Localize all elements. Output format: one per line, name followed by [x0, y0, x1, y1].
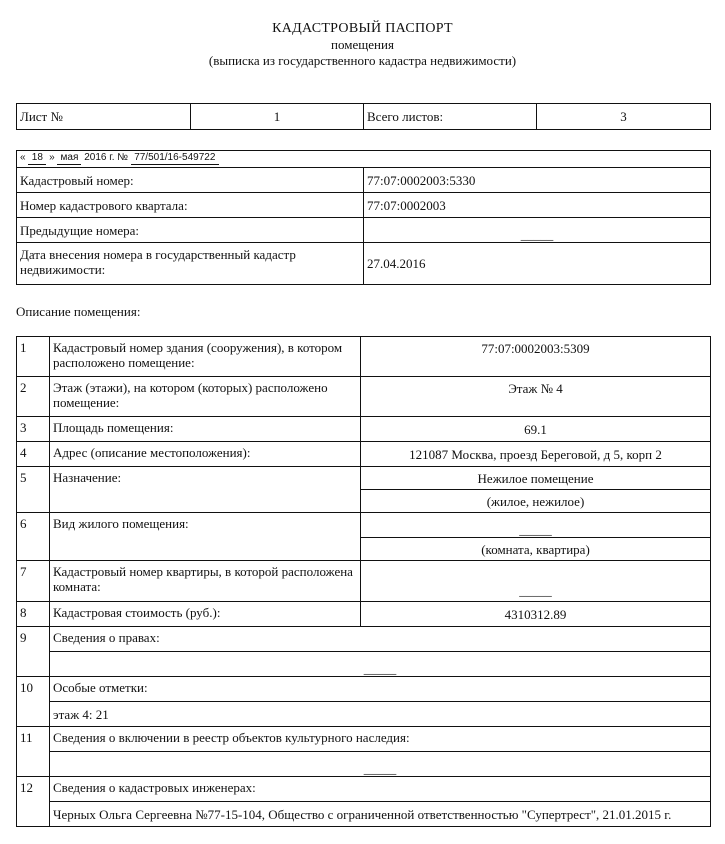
document-header	[0, 20, 725, 69]
issue-number: 77/501/16-549722	[131, 152, 219, 165]
cadastral-info-table	[16, 150, 711, 285]
info-row	[17, 168, 711, 193]
row-number: 12	[17, 777, 50, 827]
row-number: 9	[17, 627, 50, 677]
row-label: Сведения о включении в реестр объектов культурного наследия:	[50, 727, 711, 752]
row-label: Этаж (этажи), на котором (которых) расположено помещение:	[50, 377, 361, 417]
description-row	[17, 677, 711, 702]
info-value-previous: _____	[364, 218, 711, 243]
description-row	[17, 561, 711, 602]
row-label: Сведения о правах:	[50, 627, 711, 652]
row-label: Особые отметки:	[50, 677, 711, 702]
description-row	[17, 777, 711, 802]
row-value: 69.1	[361, 417, 711, 442]
document-subtitle-extract: (выписка из государственного кадастра недвижимости)	[208, 53, 517, 68]
issue-date-line	[17, 151, 711, 168]
sheet-total-label: Всего листов:	[364, 104, 537, 130]
info-row	[17, 193, 711, 218]
info-row	[17, 218, 711, 243]
row-number: 8	[17, 602, 50, 627]
description-row	[17, 727, 711, 752]
info-value-quarter: 77:07:0002003	[364, 193, 711, 218]
sheet-number: 1	[191, 104, 364, 130]
description-row	[17, 513, 711, 538]
row-label: Назначение:	[50, 467, 361, 513]
document-subtitle: помещения	[331, 37, 394, 52]
row-note: (жилое, нежилое)	[361, 490, 711, 513]
row-number: 6	[17, 513, 50, 561]
row-value: 121087 Москва, проезд Береговой, д 5, корп 2	[361, 442, 711, 467]
sheet-number-table	[16, 103, 711, 130]
row-value: _____	[361, 561, 711, 602]
issue-month: мая	[57, 152, 81, 165]
row-value: _____	[50, 752, 711, 777]
info-label-previous: Предыдущие номера:	[17, 218, 364, 243]
quote-open: «	[20, 152, 26, 163]
description-subrow	[17, 702, 711, 727]
row-number: 7	[17, 561, 50, 602]
row-number: 10	[17, 677, 50, 727]
description-heading: Описание помещения:	[16, 304, 141, 319]
description-table	[16, 336, 711, 827]
row-label: Сведения о кадастровых инженерах:	[50, 777, 711, 802]
issue-year: 2016 г. №	[84, 152, 128, 163]
sheet-total: 3	[537, 104, 711, 130]
sheet-row	[17, 104, 711, 130]
row-label: Кадастровый номер квартиры, в которой расположена комната:	[50, 561, 361, 602]
info-label-quarter: Номер кадастрового квартала:	[17, 193, 364, 218]
info-value-entry-date: 27.04.2016	[364, 243, 711, 285]
description-row	[17, 377, 711, 417]
row-value: _____	[50, 652, 711, 677]
issue-date-row	[17, 151, 711, 168]
description-subrow	[17, 652, 711, 677]
row-value: Черных Ольга Сергеевна №77-15-104, Общество с ограниченной ответственностью "Супертрест", 21.01.2015 г.	[50, 802, 711, 827]
description-row	[17, 627, 711, 652]
info-value-cadastral-number: 77:07:0002003:5330	[364, 168, 711, 193]
description-subrow	[17, 752, 711, 777]
description-subrow	[17, 802, 711, 827]
info-label-entry-date: Дата внесения номера в государственный кадастр недвижимости:	[17, 243, 364, 285]
document-title: КАДАСТРОВЫЙ ПАСПОРТ	[272, 21, 453, 36]
row-number: 5	[17, 467, 50, 513]
row-number: 3	[17, 417, 50, 442]
description-row	[17, 337, 711, 377]
row-number: 11	[17, 727, 50, 777]
row-value: _____	[361, 513, 711, 538]
row-number: 2	[17, 377, 50, 417]
info-label-cadastral-number: Кадастровый номер:	[17, 168, 364, 193]
row-label: Кадастровая стоимость (руб.):	[50, 602, 361, 627]
row-value: 4310312.89	[361, 602, 711, 627]
issue-day: 18	[28, 152, 46, 165]
row-note: (комната, квартира)	[361, 538, 711, 561]
row-value: этаж 4: 21	[50, 702, 711, 727]
description-row	[17, 467, 711, 490]
row-value: Нежилое помещение	[361, 467, 711, 490]
row-label: Площадь помещения:	[50, 417, 361, 442]
description-row	[17, 417, 711, 442]
row-value: 77:07:0002003:5309	[361, 337, 711, 377]
row-number: 1	[17, 337, 50, 377]
quote-close: »	[49, 152, 55, 163]
description-row	[17, 602, 711, 627]
description-row	[17, 442, 711, 467]
info-row	[17, 243, 711, 285]
row-label: Вид жилого помещения:	[50, 513, 361, 561]
row-number: 4	[17, 442, 50, 467]
row-label: Кадастровый номер здания (сооружения), в котором расположено помещение:	[50, 337, 361, 377]
sheet-label: Лист №	[17, 104, 191, 130]
row-value: Этаж № 4	[361, 377, 711, 417]
row-label: Адрес (описание местоположения):	[50, 442, 361, 467]
